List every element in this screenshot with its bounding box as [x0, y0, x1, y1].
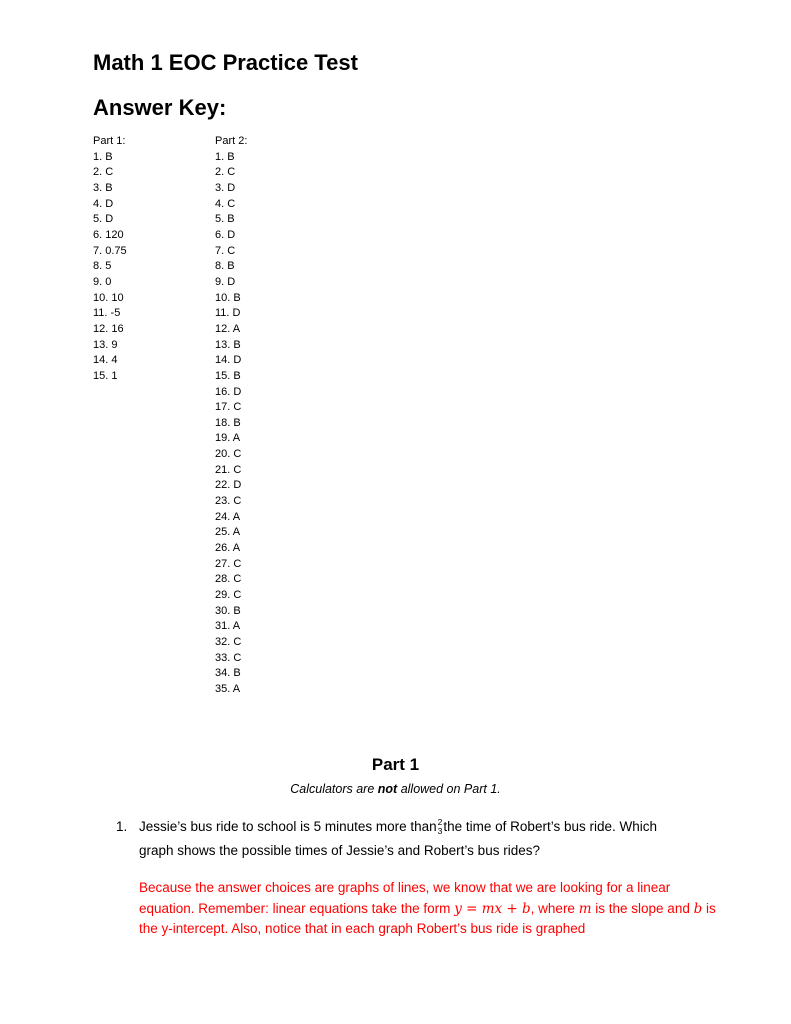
- question-number: 1.: [116, 819, 128, 834]
- part1-answer-item: 1. B: [93, 150, 113, 163]
- explanation: [139, 878, 719, 940]
- explanation-part2: , where: [530, 900, 579, 916]
- part1-answer-item: 7. 0.75: [93, 244, 127, 257]
- answer-key-heading: Answer Key:: [93, 95, 227, 120]
- part2-answer-item: 8. B: [215, 260, 235, 273]
- fraction-denominator: 3: [437, 826, 443, 837]
- question-text-after-fraction: the time of Robert’s bus ride. Which: [443, 819, 657, 834]
- part2-answer-header: Part 2:: [215, 135, 248, 147]
- part1-answer-item: 10. 10: [93, 291, 124, 304]
- part2-answer-item: 21. C: [215, 463, 242, 476]
- question-text: [139, 815, 719, 863]
- part2-answer-item: 26. A: [215, 542, 241, 555]
- part1-answer-item: 5. D: [93, 213, 114, 226]
- part2-answer-item: 33. C: [215, 651, 242, 664]
- section-heading: Part 1: [371, 755, 420, 774]
- equation: y = mx + b: [454, 900, 531, 917]
- part1-answer-list: [93, 134, 127, 385]
- explanation-part3: is the slope and: [591, 900, 694, 916]
- part2-answer-item: 12. A: [215, 322, 241, 335]
- section-note-suffix: allowed on Part 1.: [397, 782, 501, 796]
- part2-answer-item: 1. B: [215, 150, 235, 163]
- part2-answer-item: 23. C: [215, 495, 242, 508]
- part1-answer-item: 3. B: [93, 181, 113, 194]
- part2-answer-item: 13. B: [215, 338, 241, 351]
- part2-answer-item: 35. A: [215, 682, 241, 695]
- part2-answer-item: 20. C: [215, 448, 242, 461]
- part2-answer-item: 11. D: [215, 307, 241, 320]
- explanation-part1: Because the answer choices are graphs of lines, we know that we are looking for a linear equation. Remember: linear equations take the form: [139, 880, 671, 916]
- part1-answer-item: 13. 9: [93, 338, 118, 351]
- part1-answer-item: 14. 4: [93, 354, 118, 367]
- part2-answer-item: 4. C: [215, 197, 236, 210]
- part2-answer-item: 5. B: [215, 213, 235, 226]
- part2-answer-item: 27. C: [215, 557, 242, 570]
- part2-answer-item: 25. A: [215, 526, 241, 539]
- part1-answer-item: 9. 0: [93, 275, 112, 288]
- part2-answer-item: 32. C: [215, 636, 242, 648]
- part2-answer-list: [215, 134, 247, 698]
- var-m: m: [578, 900, 592, 917]
- part2-answer-item: 24. A: [215, 510, 241, 523]
- part2-answer-item: 6. D: [215, 228, 236, 241]
- section-note: [0, 780, 791, 798]
- part1-answer-item: 15. 1: [93, 369, 118, 382]
- fraction-numerator: 2: [437, 817, 443, 828]
- part2-answer-item: 17. C: [215, 401, 242, 414]
- part2-answer-item: 3. D: [215, 181, 236, 194]
- part1-answer-item: 11. -5: [93, 307, 121, 320]
- part2-answer-item: 7. C: [215, 244, 236, 257]
- question-text-line2: graph shows the possible times of Jessie’s and Robert’s bus rides?: [139, 843, 540, 858]
- part1-answer-item: 6. 120: [93, 228, 124, 241]
- explanation-part4: is the y-intercept. Also, notice that in each graph Robert’s bus ride is graphed: [139, 900, 716, 936]
- part1-answer-item: 2. C: [93, 166, 114, 179]
- part1-answer-item: 4. D: [93, 197, 114, 210]
- part2-answer-item: 18. B: [215, 416, 241, 429]
- part2-answer-item: 22. D: [215, 479, 242, 492]
- section-note-prefix: Calculators are: [290, 782, 378, 796]
- part2-answer-item: 16. D: [215, 385, 242, 398]
- section-note-bold: not: [377, 782, 398, 796]
- part1-answer-item: 12. 16: [93, 322, 124, 335]
- part2-answer-item: 15. B: [215, 369, 241, 382]
- part2-answer-item: 10. B: [215, 291, 241, 304]
- part2-answer-item: 2. C: [215, 166, 236, 179]
- part2-answer-item: 19. A: [215, 432, 241, 445]
- part2-answer-item: 14. D: [215, 354, 242, 367]
- part2-answer-item: 29. C: [215, 589, 242, 602]
- question-text-before-fraction: Jessie’s bus ride to school is 5 minutes more than: [139, 819, 437, 834]
- part1-answer-item: 8. 5: [93, 260, 112, 273]
- part2-answer-item: 34. B: [215, 667, 241, 680]
- fraction: [438, 818, 443, 836]
- part1-answer-header: Part 1:: [93, 135, 126, 147]
- part2-answer-item: 31. A: [215, 620, 241, 633]
- var-b: b: [693, 900, 703, 917]
- part2-answer-item: 9. D: [215, 275, 236, 288]
- part2-answer-item: 30. B: [215, 604, 241, 617]
- part2-answer-item: 28. C: [215, 573, 242, 586]
- page-title: Math 1 EOC Practice Test: [93, 50, 358, 75]
